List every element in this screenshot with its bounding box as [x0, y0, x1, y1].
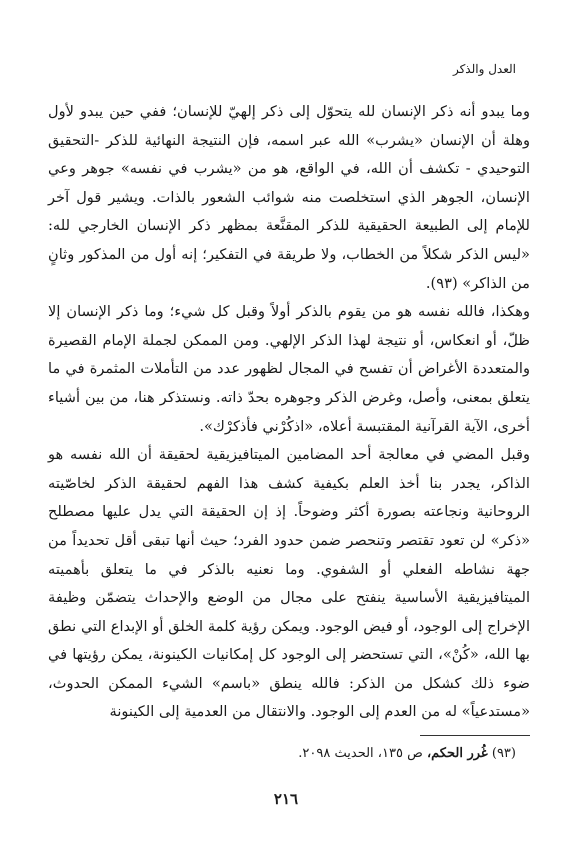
paragraph-3: وقبل المضي في معالجة أحد المضامين الميتافيزيقية لحقيقة أن الله نفسه هو الذاكر، يجدر بنا أخذ العلم بكيفية كشف هذا الفهم لحقيقة الذكر لخاصّيته الروحانية ونجاعته بصورة أكثر وضوحاً. إذ إن الحقيقة التي يدل عليها مصطلح «ذكر» لن تعود تقتصر وتنحصر ضمن حدود الفرد؛ حيث أنها تبقى أقل تحديداً من جهة نشاطه الفعلي أو الشفوي. وما نعنيه بالذكر في ما يتعلق بأهميته الميتافيزيقية الأساسية ينفتح على مجال من الوضع والإحداث يتضمّن وظيفة الإخراج إلى الوجود، أو فيض الوجود. ويمكن رؤية كلمة الخلق أو الإبداع التي نطق بها الله، «كُنْ»، التي تستحضر إلى الوجود كل إمكانيات الكينونة، يمكن رؤيتها في ضوء ذلك كشكل من الذكر: فالله ينطق «باسم» الشيء الممكن الحدوث، «مستدعياً» له من العدم إلى الوجود. والانتقال من العدمية إلى الكينونة: [48, 446, 530, 721]
footnote-number: (٩٣): [491, 746, 516, 761]
paragraph-2: وهكذا، فالله نفسه هو من يقوم بالذكر أولاً وقبل كل شيء؛ وما ذكر الإنسان إلا ظلّ، أو انعكاس، أو نتيجة لهذا الذكر الإلهي. ومن الممكن لجملة الإمام القصيرة والمتعددة الأغراض أن تفسح في المجال لظهور عدد من التأملات المثمرة في ما يتعلق بمعنى، وأصل، وغرض الذكر وجوهره بحدّ ذاته. ونستذكر هنا، من بين أشياء أخرى، الآية القرآنية المقتبسة أعلاه، «اذكُرْني فأذكرْك».: [48, 303, 530, 435]
body-text: [48, 98, 530, 727]
paragraph-1: وما يبدو أنه ذكر الإنسان لله يتحوّل إلى ذكر إلهيّ للإنسان؛ ففي حين يبدو لأول وهلة أن الإنسان «يشرب» الله عبر اسمه، فإن النتيجة النهائية للذكر -التحقيق التوحيدي - تكشف أن الله، في الواقع، هو من «يشرب في نفسه» جوهر وعي الإنسان، الجوهر الذي استخلصت منه شوائب الشعور بالذات. ويشير قول آخر للإمام إلى الطبيعة الحقيقية للذكر المقنَّعة بمظهر ذكر الإنسان الخارجي لله: «ليس الذكر شكلاً من الخطاب، ولا طريقة في التفكير؛ إنه أول من المذكور وثانٍ من الذاكر» (٩٣).: [48, 103, 530, 292]
page-number: ٢١٦: [273, 790, 299, 808]
footnote-divider: [420, 735, 530, 736]
footnote-details: ص ١٣٥، الحديث ٢٠٩٨.: [298, 746, 423, 761]
footnote: [298, 744, 516, 764]
running-header: العدل والذكر: [452, 62, 516, 76]
footnote-source-title: غُرر الحكم،: [426, 746, 488, 761]
